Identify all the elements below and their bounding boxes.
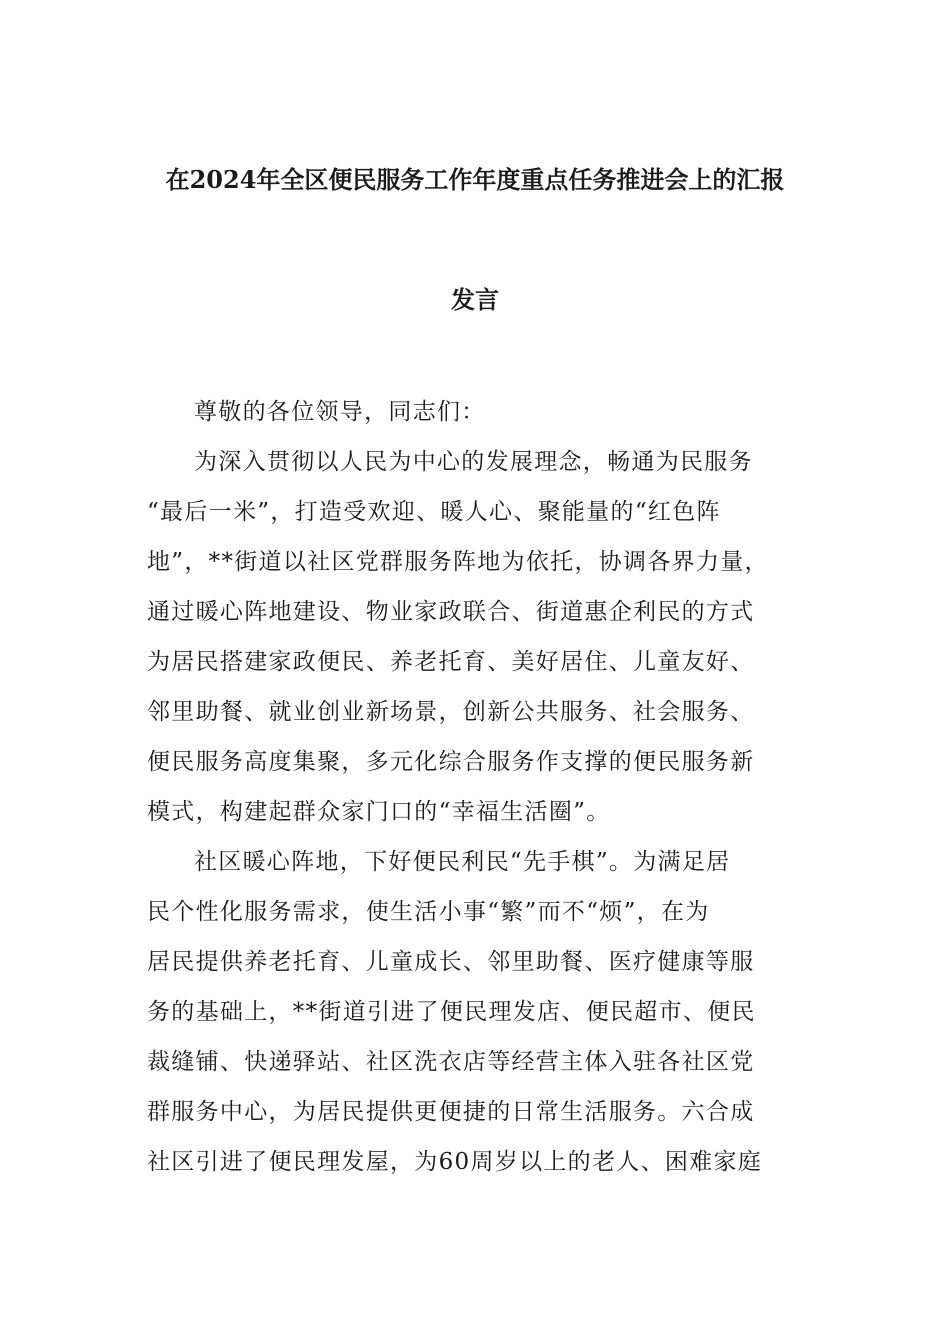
- paragraph-1-line: 通过暖心阵地建设、物业家政联合、街道惠企利民的方式: [147, 599, 755, 625]
- paragraph-2-line: 裁缝铺、快递驿站、社区洗衣店等经营主体入驻各社区党: [147, 1049, 755, 1075]
- document-title-line-2: 发言: [451, 285, 499, 314]
- paragraph-2-line: 民个性化服务需求，使生活小事“繁”而不“烦”，在为: [147, 899, 710, 925]
- paragraph-1-line: 模式，构建起群众家门口的“幸福生活圈”。: [147, 799, 611, 825]
- paragraph-2-line: 居民提供养老托育、儿童成长、邻里助餐、医疗健康等服: [147, 949, 755, 975]
- paragraph-1-line: 地”，**街道以社区党群服务阵地为依托，协调各界力量，: [147, 549, 769, 575]
- document-title-line-1: 在2024年全区便民服务工作年度重点任务推进会上的汇报: [165, 165, 785, 194]
- salutation: 尊敬的各位领导，同志们：: [194, 399, 486, 425]
- paragraph-1-line: 为居民搭建家政便民、养老托育、美好居住、儿童友好、: [147, 649, 755, 675]
- paragraph-1-line: 便民服务高度集聚，多元化综合服务作支撑的便民服务新: [147, 749, 755, 775]
- paragraph-2-line: 社区暖心阵地，下好便民利民“先手棋”。为满足居: [194, 849, 731, 875]
- paragraph-2-line: 社区引进了便民理发屋，为60周岁以上的老人、困难家庭: [147, 1149, 763, 1175]
- paragraph-2-line: 群服务中心，为居民提供更便捷的日常生活服务。六合成: [147, 1099, 755, 1125]
- paragraph-1-line: 为深入贯彻以人民为中心的发展理念，畅通为民服务: [194, 449, 753, 475]
- paragraph-1-line: “最后一米”，打造受欢迎、暖人心、聚能量的“红色阵: [147, 499, 721, 525]
- paragraph-1-line: 邻里助餐、就业创业新场景，创新公共服务、社会服务、: [147, 699, 755, 725]
- paragraph-2-line: 务的基础上，**街道引进了便民理发店、便民超市、便民: [147, 999, 756, 1025]
